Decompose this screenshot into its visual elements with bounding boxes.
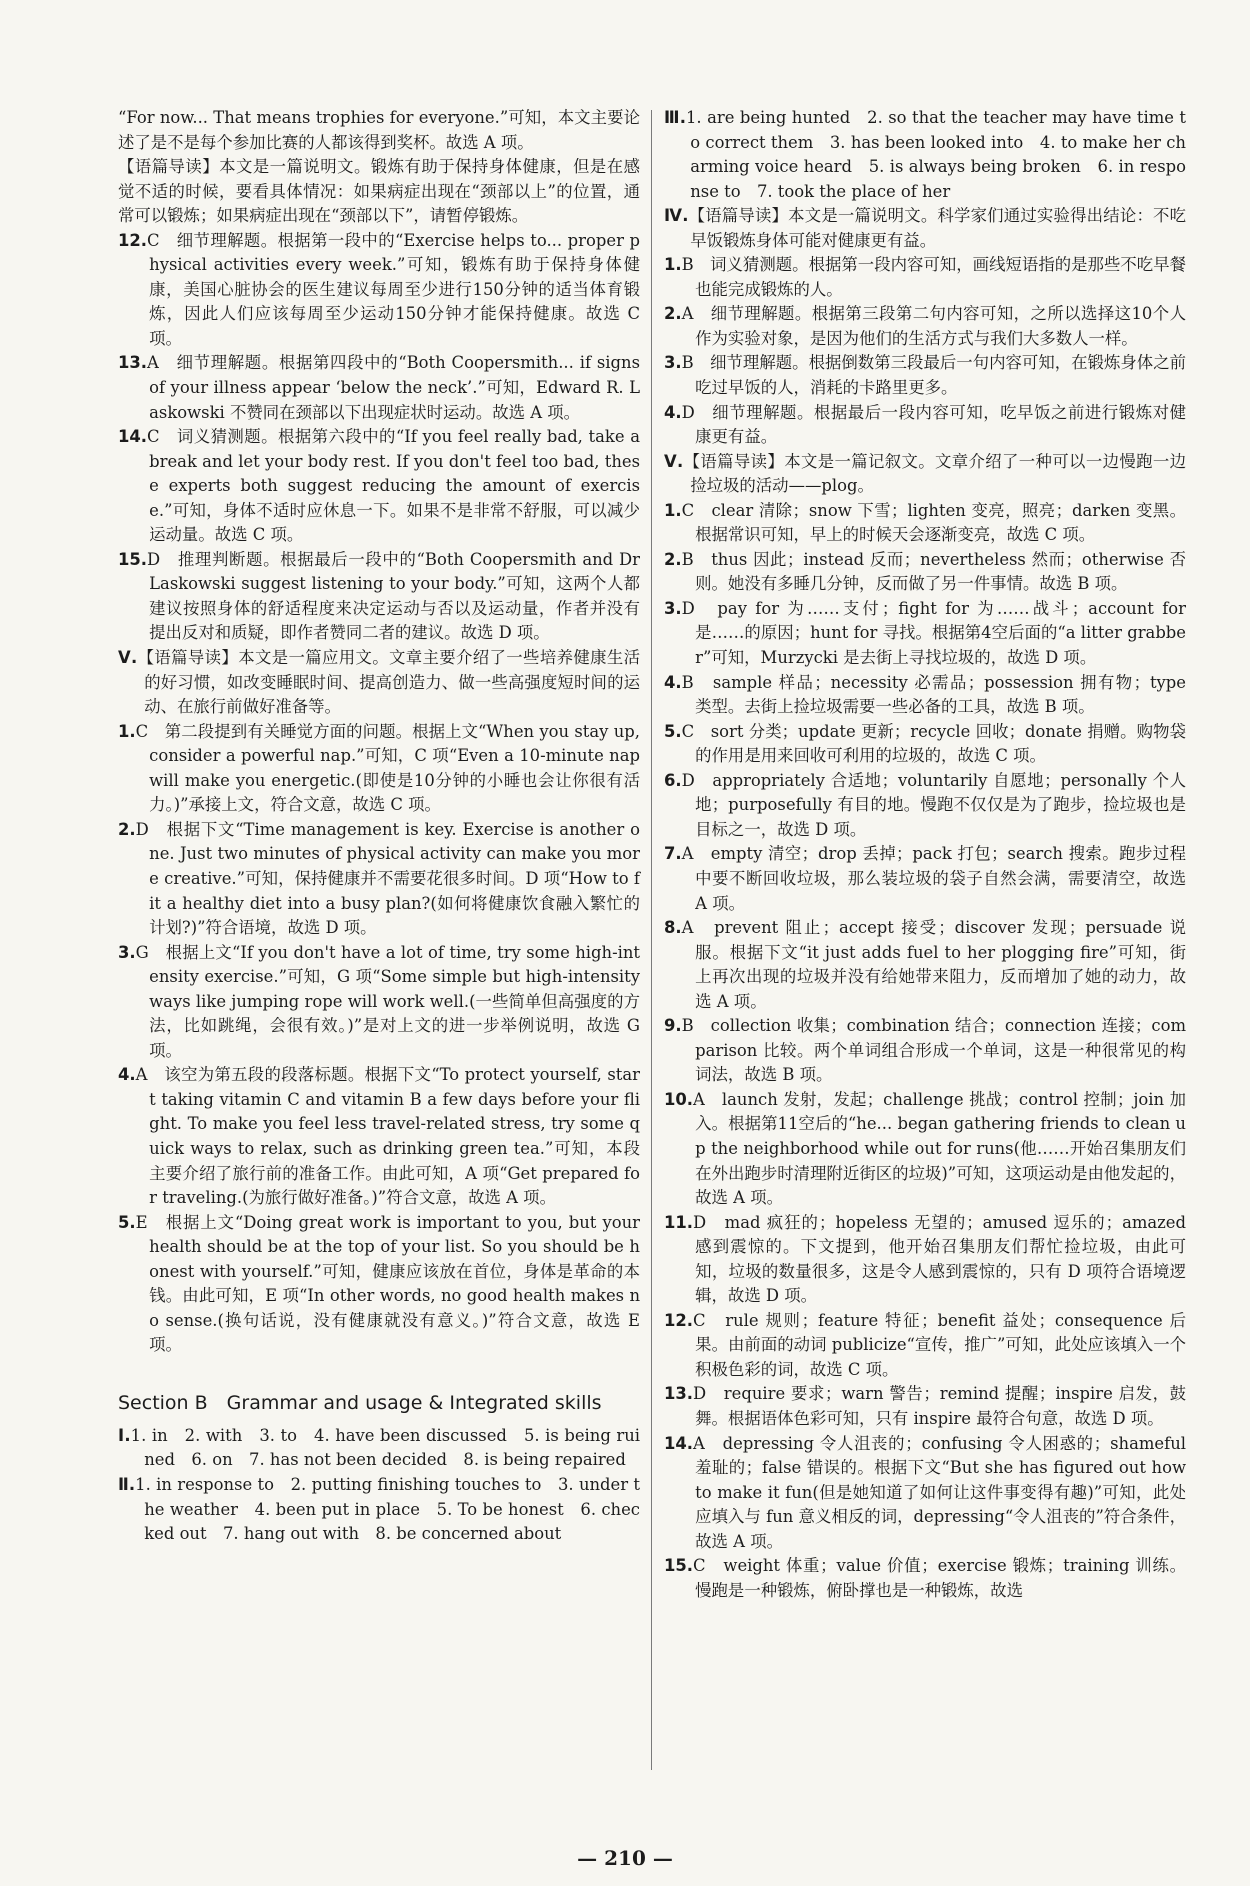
item-number: Ⅳ. xyxy=(664,206,689,226)
answer-item xyxy=(664,769,1186,843)
answer-section xyxy=(664,450,1186,499)
item-number: Ⅲ. xyxy=(664,108,686,127)
item-text: 1. are being hunted 2. so that the teacher may have time to correct them 3. has been looked into 4. to make her charming voice heard 5. is always being broken 6. in response to 7. took the place of her xyxy=(685,108,1186,201)
answer-item xyxy=(118,1211,640,1358)
answer-item xyxy=(664,1432,1186,1555)
item-number: Ⅴ. xyxy=(664,451,684,471)
item-text: A depressing 令人沮丧的；confusing 令人困惑的；shameful 羞耻的；false 错误的。根据下文“But she has figured out how to make it fun(但是她知道了如何让这件事变得有趣)”可知，此处应填入与 fun 意义相反的词，depressing“令人沮丧的”符合条件，故选 A 项。 xyxy=(693,1433,1186,1551)
item-text: 【语篇导读】本文是一篇应用文。文章主要介绍了一些培养健康生活的好习惯，如改变睡眠时间、提高创造力、做一些高强度短时间的运动、在旅行前做好准备等。 xyxy=(137,648,640,717)
answer-item xyxy=(664,842,1186,916)
item-text: B 词义猜测题。根据第一段内容可知，画线短语指的是那些不吃早餐也能完成锻炼的人。 xyxy=(681,255,1186,299)
answer-section xyxy=(664,204,1186,253)
answer-item xyxy=(664,1382,1186,1431)
item-text: 1. in 2. with 3. to 4. have been discussed 5. is being ruined 6. on 7. has not been decided 8. is being repaired xyxy=(130,1425,640,1470)
answer-item xyxy=(664,1211,1186,1309)
item-text: 【语篇导读】本文是一篇记叙文。文章介绍了一种可以一边慢跑一边捡垃圾的活动——plog。 xyxy=(683,451,1186,496)
answer-section xyxy=(118,1473,640,1547)
item-text: C 第二段提到有关睡觉方面的问题。根据上文“When you stay up, consider a powerful nap.”可知，C 项“Even a 10-minute nap will make you energetic.(即使是10分钟的小睡也会让你很有活力。)”承接上文，符合文意，故选 C 项。 xyxy=(135,721,640,815)
answer-item xyxy=(664,302,1186,351)
answer-item xyxy=(118,351,640,425)
item-text: B sample 样品；necessity 必需品；possession 拥有物；type 类型。去街上捡垃圾需要一些必备的工具，故选 B 项。 xyxy=(681,672,1186,717)
item-number: 8. xyxy=(664,918,682,938)
item-number: 14. xyxy=(664,1433,694,1453)
item-text: G 根据上文“If you don't have a lot of time, try some high-intensity exercise.”可知，G 项“Some simple but high-intensity ways like jumping rope will work well.(一些简单但高强度的方法，比如跳绳，会很有效。)”是对上文的进一步举例说明，故选 G 项。 xyxy=(135,942,640,1060)
item-number: 4. xyxy=(664,402,682,422)
item-text: A empty 清空；drop 丢掉；pack 打包；search 搜索。跑步过程中要不断回收垃圾，那么装垃圾的袋子自然会满，需要清空，故选 A 项。 xyxy=(681,844,1186,913)
item-number: 4. xyxy=(664,672,682,692)
answer-section xyxy=(664,106,1186,204)
answer-item xyxy=(118,229,640,352)
item-number: 9. xyxy=(664,1016,682,1036)
item-text: D pay for 为……支付；fight for 为……战斗；account for 是……的原因；hunt for 寻找。根据第4空后面的“a litter grabber”可知，Murzycki 是去街上寻找垃圾的，故选 D 项。 xyxy=(681,598,1186,668)
item-text: C clear 清除；snow 下雪；lighten 变亮，照亮；darken 变黑。根据常识可知，早上的时候天会逐渐变亮，故选 C 项。 xyxy=(681,500,1186,545)
item-number: 2. xyxy=(664,549,682,569)
answer-item xyxy=(664,1014,1186,1088)
item-text: 【语篇导读】本文是一篇说明文。锻炼有助于保持身体健康，但是在感觉不适的时候，要看具体情况：如果病症出现在“颈部以上”的位置，通常可以锻炼；如果病症出现在“颈部以下”，请暂停锻炼。 xyxy=(118,157,640,226)
item-text: C weight 体重；value 价值；exercise 锻炼；training 训练。慢跑是一种锻炼，俯卧撑也是一种锻炼，故选 xyxy=(693,1556,1186,1600)
item-number: Ⅰ. xyxy=(118,1425,131,1445)
item-number: 11. xyxy=(664,1212,694,1232)
answer-item xyxy=(664,548,1186,597)
item-number: 6. xyxy=(664,770,682,790)
item-number: 4. xyxy=(118,1065,136,1085)
answer-item xyxy=(664,1309,1186,1383)
item-number: 3. xyxy=(664,353,682,373)
item-number: 3. xyxy=(664,598,682,618)
answer-item xyxy=(664,597,1186,671)
section-heading: Section B Grammar and usage & Integrated skills xyxy=(118,1391,602,1414)
item-number: 1. xyxy=(118,721,136,741)
answer-item xyxy=(118,548,640,646)
paragraph xyxy=(118,155,640,229)
answer-item xyxy=(118,1063,640,1210)
answer-item xyxy=(118,818,640,941)
answer-item xyxy=(664,720,1186,769)
item-text: D 根据下文“Time management is key. Exercise is another one. Just two minutes of physical activity can make you more creative.”可知，保持健康并不需要花很多时间。D 项“How to fit a healthy diet into a busy plan?(如何将健康饮食融入繁忙的计划?)”符合语境，故选 D 项。 xyxy=(135,819,640,938)
item-text: C 词义猜测题。根据第六段中的“If you feel really bad, take a break and let your body rest. If you don't feel too bad, these experts both suggest reducing the amount of exercise.”可知，身体不适时应休息一下。如果不是非常不舒服，可以减少运动量。故选 C 项。 xyxy=(147,427,640,545)
item-number: 5. xyxy=(664,721,682,741)
item-text: B 细节理解题。根据倒数第三段最后一句内容可知，在锻炼身体之前吃过早饭的人，消耗的卡路里更多。 xyxy=(681,353,1186,398)
answer-item xyxy=(664,671,1186,720)
item-number: 2. xyxy=(664,304,682,324)
item-text: C sort 分类；update 更新；recycle 回收；donate 捐赠。购物袋的作用是用来回收可利用的垃圾的，故选 C 项。 xyxy=(681,721,1186,766)
answer-item xyxy=(118,425,640,548)
item-text: D require 要求；warn 警告；remind 提醒；inspire 启发，鼓舞。根据语体色彩可知，只有 inspire 最符合句意，故选 D 项。 xyxy=(693,1384,1186,1428)
answer-item xyxy=(664,1554,1186,1603)
item-number: 14. xyxy=(118,427,148,447)
answer-item xyxy=(664,253,1186,302)
item-number: Ⅱ. xyxy=(118,1474,136,1494)
item-number: 12. xyxy=(118,230,148,250)
item-number: Ⅴ. xyxy=(118,648,138,668)
item-text: A 细节理解题。根据第四段中的“Both Coopersmith... if signs of your illness appear ‘below the neck’.”可知，Edward R. Laskowski 不赞同在颈部以下出现症状时运动。故选 A 项。 xyxy=(147,353,640,422)
answer-section xyxy=(118,646,640,720)
right-column xyxy=(664,106,1186,1603)
answer-item xyxy=(664,1088,1186,1211)
item-text: E 根据上文“Doing great work is important to you, but your health should be at the top of your list. So you should be honest with yourself.”可知，健康应该放在首位，身体是革命的本钱。由此可知，E 项“In other words, no good health makes no sense.(换句话说，没有健康就没有意义。)”符合文意，故选 E 项。 xyxy=(135,1212,640,1355)
answer-item xyxy=(118,941,640,1064)
answer-item xyxy=(118,720,640,818)
item-number: 1. xyxy=(664,255,682,275)
item-number: 13. xyxy=(664,1384,694,1404)
item-text: A prevent 阻止；accept 接受；discover 发现；persuade 说服。根据下文“it just adds fuel to her plogging fire”可知，街上再次出现的垃圾并没有给她带来阻力，反而增加了她的动力，故选 A 项。 xyxy=(681,918,1186,1011)
item-number: 13. xyxy=(118,353,148,373)
item-number: 12. xyxy=(664,1310,694,1330)
item-text: D appropriately 合适地；voluntarily 自愿地；personally 个人地；purposefully 有目的地。慢跑不仅仅是为了跑步，捡垃圾也是目标之一，故选 D 项。 xyxy=(681,770,1186,839)
answer-item xyxy=(664,351,1186,400)
page-number: — 210 — xyxy=(577,1846,673,1870)
item-text: A 细节理解题。根据第三段第二句内容可知，之所以选择这10个人作为实验对象，是因为他们的生活方式与我们大多数人一样。 xyxy=(681,304,1186,348)
answer-section xyxy=(118,1424,640,1473)
item-number: 3. xyxy=(118,942,136,962)
left-column xyxy=(118,106,640,1547)
item-text: B thus 因此；instead 反而；nevertheless 然而；otherwise 否则。她没有多睡几分钟，反而做了另一件事情。故选 B 项。 xyxy=(681,549,1186,594)
answer-item xyxy=(664,916,1186,1014)
column-divider xyxy=(651,110,652,1770)
item-text: A launch 发射，发起；challenge 挑战；control 控制；join 加入。根据第11空后的“he... began gathering friends to clean up the neighborhood while out for runs(他……开始召集朋友们在外出跑步时清理附近街区的垃圾)”可知，这项运动是由他发起的，故选 A 项。 xyxy=(693,1089,1186,1208)
item-text: “For now... That means trophies for everyone.”可知，本文主要论述了是不是每个参加比赛的人都该得到奖杯。故选 A 项。 xyxy=(118,108,640,152)
item-text: A 该空为第五段的段落标题。根据下文“To protect yourself, start taking vitamin C and vitamin B a few days before your flight. To make you feel less travel-related stress, try some quick ways to relax, such as drinking green tea.”可知，本段主要介绍了旅行前的准备工作。由此可知，A 项“Get prepared for traveling.(为旅行做好准备。)”符合文意，故选 A 项。 xyxy=(135,1065,640,1208)
item-text: C 细节理解题。根据第一段中的“Exercise helps to... proper physical activities every week.”可知，锻炼有助于保持身体健康，美国心脏协会的医生建议每周至少进行150分钟的适当体育锻炼，因此人们应该每周至少运动150分钟才能保持健康。故选 C 项。 xyxy=(147,230,640,348)
item-number: 2. xyxy=(118,819,136,839)
item-number: 5. xyxy=(118,1212,136,1232)
item-text: 1. in response to 2. putting finishing touches to 3. under the weather 4. been put in place 5. To be honest 6. checked out 7. hang out with 8. be concerned about xyxy=(135,1474,640,1544)
item-text: D 细节理解题。根据最后一段内容可知，吃早饭之前进行锻炼对健康更有益。 xyxy=(681,402,1186,447)
item-text: C rule 规则；feature 特征；benefit 益处；consequence 后果。由前面的动词 publicize“宣传，推广”可知，此处应该填入一个积极色彩的词，故选 C 项。 xyxy=(693,1310,1186,1379)
answer-item xyxy=(664,499,1186,548)
item-number: 15. xyxy=(118,549,148,569)
item-number: 1. xyxy=(664,500,682,520)
item-number: 7. xyxy=(664,844,682,864)
paragraph xyxy=(118,106,640,155)
item-text: B collection 收集；combination 结合；connection 连接；comparison 比较。两个单词组合形成一个单词，这是一种很常见的构词法，故选 B 项。 xyxy=(681,1016,1186,1085)
item-number: 15. xyxy=(664,1556,694,1576)
answer-item xyxy=(664,401,1186,450)
item-text: 【语篇导读】本文是一篇说明文。科学家们通过实验得出结论：不吃早饭锻炼身体可能对健康更有益。 xyxy=(688,206,1187,250)
item-text: D 推理判断题。根据最后一段中的“Both Coopersmith and Dr Laskowski suggest listening to your body.”可知，这两个人都建议按照身体的舒适程度来决定运动与否以及运动量，作者并没有提出反对和质疑，即作者赞同二者的建议。故选 D 项。 xyxy=(147,549,640,643)
item-text: D mad 疯狂的；hopeless 无望的；amused 逗乐的；amazed 感到震惊的。下文提到，他开始召集朋友们帮忙捡垃圾，由此可知，垃圾的数量很多，这是令人感到震惊的，只有 D 项符合语境逻辑，故选 D 项。 xyxy=(693,1212,1186,1306)
item-number: 10. xyxy=(664,1089,694,1109)
